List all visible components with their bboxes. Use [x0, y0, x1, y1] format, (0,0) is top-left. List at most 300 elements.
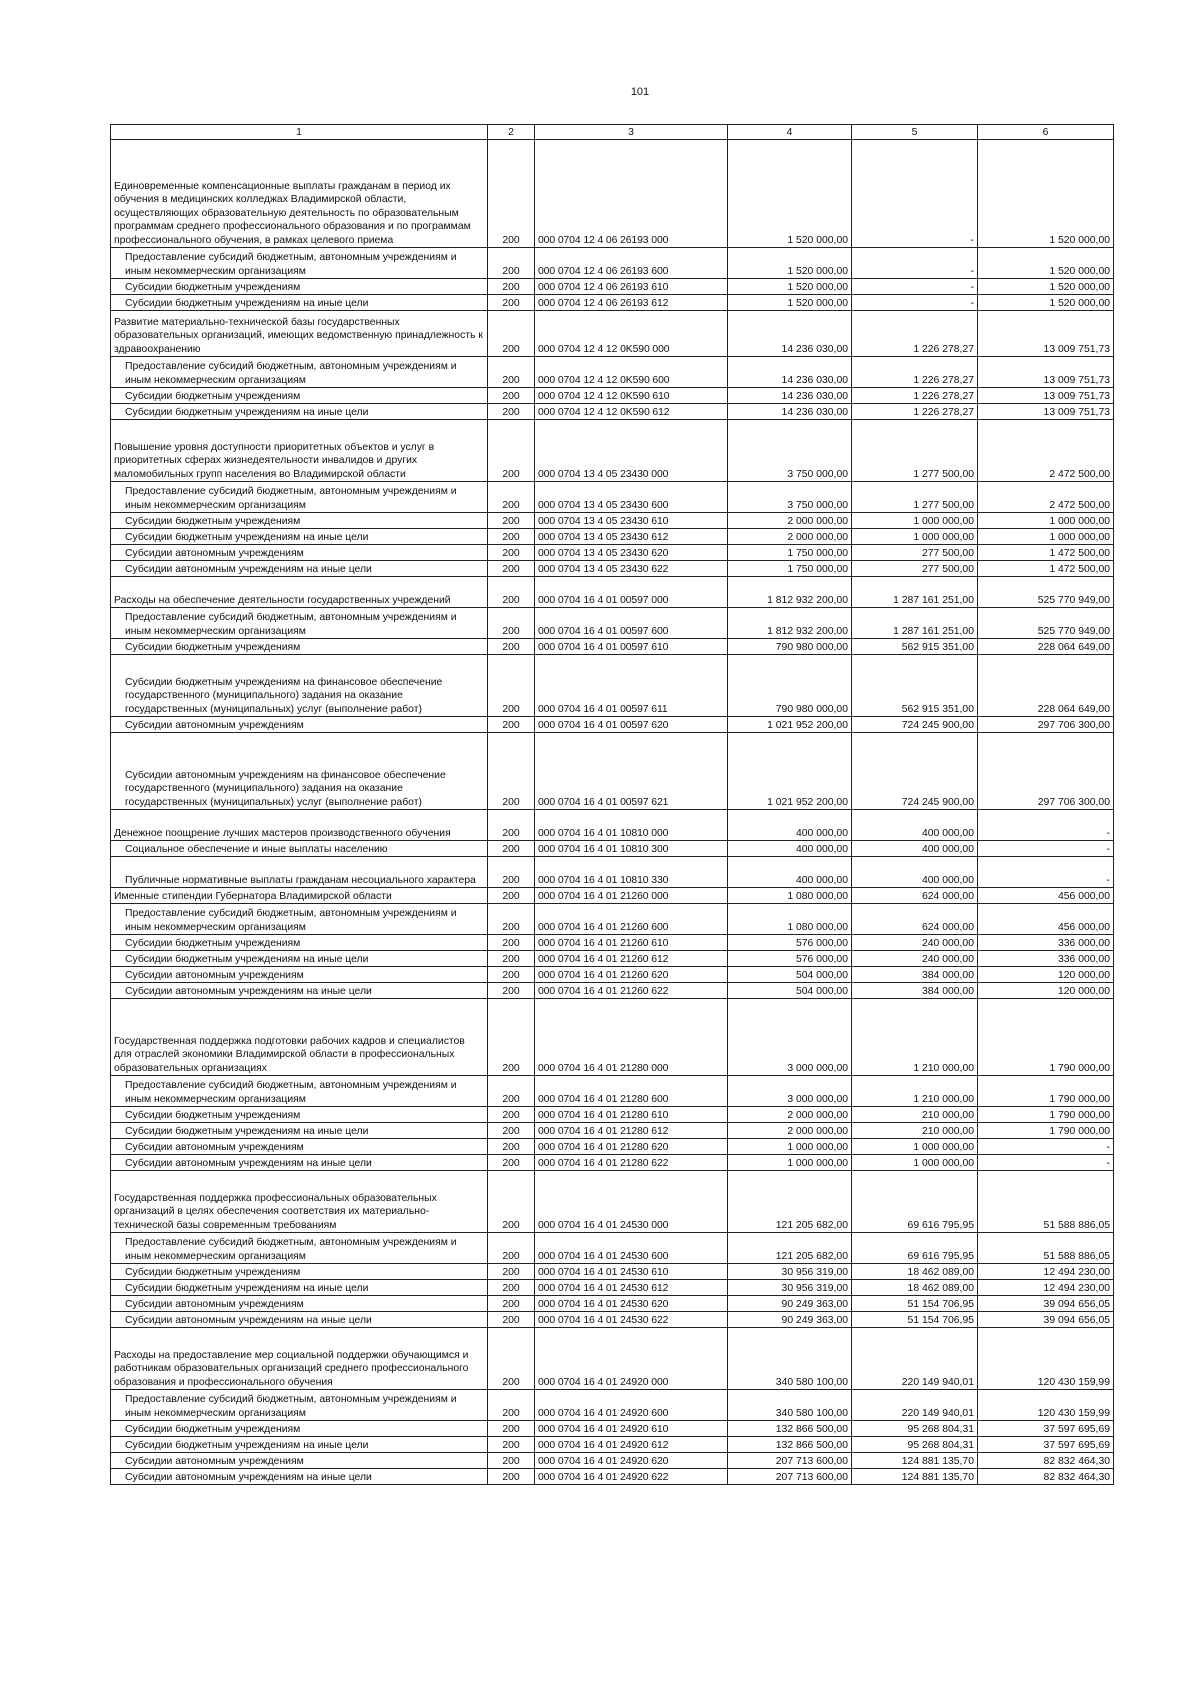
cell-name: Предоставление субсидий бюджетным, автономным учреждениям и иным некоммерческим организациям: [111, 1076, 488, 1107]
cell-kbk: 000 0704 16 4 01 24920 622: [535, 1469, 728, 1485]
cell-code: 200: [488, 545, 535, 561]
cell-name: Субсидии автономным учреждениям на финансовое обеспечение государственного (муниципального) задания на оказание государственных (муниципальных) услуг (выполнение работ): [111, 733, 488, 810]
cell-kbk: 000 0704 13 4 05 23430 622: [535, 561, 728, 577]
cell-name: Субсидии автономным учреждениям на иные цели: [111, 1469, 488, 1485]
table-row: [111, 420, 1114, 482]
cell-value-6: 37 597 695,69: [978, 1421, 1114, 1437]
cell-kbk: 000 0704 12 4 12 0K590 612: [535, 404, 728, 420]
table-row: [111, 857, 1114, 888]
cell-value-4: 2 000 000,00: [728, 513, 852, 529]
cell-value-4: 90 249 363,00: [728, 1312, 852, 1328]
cell-name: Расходы на обеспечение деятельности государственных учреждений: [111, 577, 488, 608]
cell-name: Субсидии бюджетным учреждениям: [111, 388, 488, 404]
cell-code: 200: [488, 935, 535, 951]
cell-kbk: 000 0704 13 4 05 23430 612: [535, 529, 728, 545]
cell-value-4: 1 812 932 200,00: [728, 577, 852, 608]
cell-value-6: 1 790 000,00: [978, 999, 1114, 1076]
cell-value-5: 210 000,00: [852, 1123, 978, 1139]
cell-code: 200: [488, 140, 535, 248]
cell-value-4: 1 021 952 200,00: [728, 733, 852, 810]
cell-value-6: -: [978, 810, 1114, 841]
cell-kbk: 000 0704 16 4 01 21260 600: [535, 904, 728, 935]
cell-name: Предоставление субсидий бюджетным, автономным учреждениям и иным некоммерческим организациям: [111, 1390, 488, 1421]
cell-name: Субсидии бюджетным учреждениям на иные цели: [111, 404, 488, 420]
cell-name: Субсидии бюджетным учреждениям: [111, 1421, 488, 1437]
cell-name: Предоставление субсидий бюджетным, автономным учреждениям и иным некоммерческим организациям: [111, 482, 488, 513]
cell-kbk: 000 0704 16 4 01 00597 000: [535, 577, 728, 608]
cell-value-5: 400 000,00: [852, 810, 978, 841]
cell-value-6: -: [978, 1155, 1114, 1171]
cell-value-4: 121 205 682,00: [728, 1171, 852, 1233]
cell-value-4: 576 000,00: [728, 935, 852, 951]
cell-code: 200: [488, 1155, 535, 1171]
cell-kbk: 000 0704 16 4 01 00597 621: [535, 733, 728, 810]
table-row: [111, 999, 1114, 1076]
cell-value-4: 790 980 000,00: [728, 639, 852, 655]
table-row: [111, 513, 1114, 529]
cell-code: 200: [488, 1312, 535, 1328]
cell-value-4: 1 750 000,00: [728, 561, 852, 577]
cell-name: Именные стипендии Губернатора Владимирской области: [111, 888, 488, 904]
column-header: 3: [535, 125, 728, 140]
cell-code: 200: [488, 608, 535, 639]
cell-value-4: 1 080 000,00: [728, 904, 852, 935]
cell-name: Повышение уровня доступности приоритетных объектов и услуг в приоритетных сферах жизнедеятельности инвалидов и других маломобильных групп населения во Владимирской области: [111, 420, 488, 482]
cell-value-4: 400 000,00: [728, 810, 852, 841]
table-row: [111, 140, 1114, 248]
table-row: [111, 904, 1114, 935]
table-row: [111, 1312, 1114, 1328]
cell-value-4: 207 713 600,00: [728, 1453, 852, 1469]
cell-value-5: 210 000,00: [852, 1107, 978, 1123]
cell-code: 200: [488, 1171, 535, 1233]
cell-value-5: 1 287 161 251,00: [852, 577, 978, 608]
cell-name: Субсидии автономным учреждениям: [111, 1296, 488, 1312]
cell-value-6: 37 597 695,69: [978, 1437, 1114, 1453]
cell-value-6: 336 000,00: [978, 951, 1114, 967]
cell-value-4: 1 520 000,00: [728, 248, 852, 279]
cell-value-6: -: [978, 1139, 1114, 1155]
cell-value-6: 120 430 159,99: [978, 1390, 1114, 1421]
cell-value-6: 297 706 300,00: [978, 717, 1114, 733]
table-row: [111, 311, 1114, 357]
cell-value-4: 3 000 000,00: [728, 999, 852, 1076]
cell-value-6: 12 494 230,00: [978, 1264, 1114, 1280]
cell-value-6: 1 790 000,00: [978, 1076, 1114, 1107]
cell-code: 200: [488, 1453, 535, 1469]
cell-value-4: 2 000 000,00: [728, 1107, 852, 1123]
column-header: 4: [728, 125, 852, 140]
cell-name: Субсидии бюджетным учреждениям на финансовое обеспечение государственного (муниципального) задания на оказание государственных (муниципальных) услуг (выполнение работ): [111, 655, 488, 717]
cell-name: Развитие материально-технической базы государственных образовательных организаций, имеющих ведомственную принадлежность к здравоохранению: [111, 311, 488, 357]
cell-value-6: 336 000,00: [978, 935, 1114, 951]
table-row: [111, 577, 1114, 608]
cell-name: Единовременные компенсационные выплаты гражданам в период их обучения в медицинских колледжах Владимирской области, осуществляющих образовательную деятельность по образовательным программам среднего профессионального образования и по программам профессионального обучения, в рамках целевого приема: [111, 140, 488, 248]
cell-name: Субсидии бюджетным учреждениям на иные цели: [111, 951, 488, 967]
table-row: [111, 1421, 1114, 1437]
table-row: [111, 561, 1114, 577]
cell-code: 200: [488, 388, 535, 404]
table-row: [111, 608, 1114, 639]
table-row: [111, 733, 1114, 810]
cell-value-5: 562 915 351,00: [852, 639, 978, 655]
cell-code: 200: [488, 311, 535, 357]
table-row: [111, 1139, 1114, 1155]
cell-value-4: 121 205 682,00: [728, 1233, 852, 1264]
cell-value-5: 1 277 500,00: [852, 420, 978, 482]
table-row: [111, 1171, 1114, 1233]
cell-kbk: 000 0704 12 4 12 0K590 610: [535, 388, 728, 404]
cell-name: Субсидии автономным учреждениям: [111, 1139, 488, 1155]
budget-table: [110, 124, 1114, 1485]
cell-name: Субсидии бюджетным учреждениям: [111, 639, 488, 655]
cell-name: Публичные нормативные выплаты гражданам несоциального характера: [111, 857, 488, 888]
cell-value-6: 1 520 000,00: [978, 279, 1114, 295]
table-row: [111, 1437, 1114, 1453]
cell-name: Субсидии автономным учреждениям: [111, 967, 488, 983]
cell-value-5: 724 245 900,00: [852, 733, 978, 810]
cell-value-4: 3 750 000,00: [728, 482, 852, 513]
cell-value-4: 14 236 030,00: [728, 404, 852, 420]
cell-value-5: -: [852, 279, 978, 295]
cell-code: 200: [488, 1328, 535, 1390]
cell-code: 200: [488, 904, 535, 935]
table-row: [111, 810, 1114, 841]
cell-value-6: 51 588 886,05: [978, 1171, 1114, 1233]
cell-value-4: 504 000,00: [728, 967, 852, 983]
cell-kbk: 000 0704 16 4 01 24530 620: [535, 1296, 728, 1312]
cell-value-6: 120 000,00: [978, 983, 1114, 999]
cell-name: Предоставление субсидий бюджетным, автономным учреждениям и иным некоммерческим организациям: [111, 248, 488, 279]
cell-value-4: 1 750 000,00: [728, 545, 852, 561]
cell-kbk: 000 0704 16 4 01 24530 610: [535, 1264, 728, 1280]
cell-value-5: 18 462 089,00: [852, 1280, 978, 1296]
cell-value-4: 1 520 000,00: [728, 295, 852, 311]
cell-kbk: 000 0704 16 4 01 21260 622: [535, 983, 728, 999]
table-row: [111, 404, 1114, 420]
cell-code: 200: [488, 1264, 535, 1280]
cell-value-5: 124 881 135,70: [852, 1469, 978, 1485]
cell-code: 200: [488, 513, 535, 529]
cell-kbk: 000 0704 16 4 01 24920 612: [535, 1437, 728, 1453]
table-row: [111, 935, 1114, 951]
cell-value-5: -: [852, 248, 978, 279]
cell-code: 200: [488, 420, 535, 482]
cell-code: 200: [488, 983, 535, 999]
cell-value-4: 1 812 932 200,00: [728, 608, 852, 639]
cell-value-6: 1 520 000,00: [978, 248, 1114, 279]
cell-value-6: 82 832 464,30: [978, 1469, 1114, 1485]
cell-value-4: 3 750 000,00: [728, 420, 852, 482]
cell-value-5: 69 616 795,95: [852, 1233, 978, 1264]
cell-name: Субсидии автономным учреждениям на иные цели: [111, 983, 488, 999]
cell-kbk: 000 0704 16 4 01 24530 612: [535, 1280, 728, 1296]
table-row: [111, 1453, 1114, 1469]
cell-value-4: 504 000,00: [728, 983, 852, 999]
cell-value-5: 1 287 161 251,00: [852, 608, 978, 639]
cell-value-4: 576 000,00: [728, 951, 852, 967]
cell-value-6: 82 832 464,30: [978, 1453, 1114, 1469]
cell-value-4: 30 956 319,00: [728, 1280, 852, 1296]
cell-code: 200: [488, 1296, 535, 1312]
cell-value-5: 624 000,00: [852, 888, 978, 904]
cell-name: Субсидии автономным учреждениям: [111, 717, 488, 733]
cell-value-6: 13 009 751,73: [978, 404, 1114, 420]
cell-code: 200: [488, 888, 535, 904]
table-row: [111, 388, 1114, 404]
cell-value-5: 1 000 000,00: [852, 529, 978, 545]
cell-name: Субсидии бюджетным учреждениям: [111, 935, 488, 951]
table-row: [111, 357, 1114, 388]
cell-kbk: 000 0704 16 4 01 10810 300: [535, 841, 728, 857]
cell-name: Субсидии бюджетным учреждениям на иные цели: [111, 295, 488, 311]
cell-code: 200: [488, 1469, 535, 1485]
cell-value-5: 220 149 940,01: [852, 1390, 978, 1421]
cell-kbk: 000 0704 16 4 01 21280 610: [535, 1107, 728, 1123]
cell-kbk: 000 0704 16 4 01 21280 620: [535, 1139, 728, 1155]
cell-value-4: 1 520 000,00: [728, 140, 852, 248]
cell-value-4: 1 080 000,00: [728, 888, 852, 904]
cell-name: Субсидии автономным учреждениям: [111, 1453, 488, 1469]
cell-name: Субсидии автономным учреждениям: [111, 545, 488, 561]
cell-kbk: 000 0704 16 4 01 10810 000: [535, 810, 728, 841]
cell-value-5: -: [852, 140, 978, 248]
cell-kbk: 000 0704 12 4 06 26193 600: [535, 248, 728, 279]
cell-value-5: 240 000,00: [852, 951, 978, 967]
cell-code: 200: [488, 482, 535, 513]
cell-value-4: 14 236 030,00: [728, 357, 852, 388]
cell-value-4: 1 000 000,00: [728, 1139, 852, 1155]
cell-value-5: 51 154 706,95: [852, 1312, 978, 1328]
cell-kbk: 000 0704 13 4 05 23430 620: [535, 545, 728, 561]
cell-kbk: 000 0704 16 4 01 00597 610: [535, 639, 728, 655]
cell-value-6: 1 472 500,00: [978, 545, 1114, 561]
cell-value-6: 39 094 656,05: [978, 1296, 1114, 1312]
cell-value-6: 297 706 300,00: [978, 733, 1114, 810]
cell-code: 200: [488, 279, 535, 295]
cell-value-6: 228 064 649,00: [978, 655, 1114, 717]
cell-value-4: 90 249 363,00: [728, 1296, 852, 1312]
cell-kbk: 000 0704 16 4 01 24530 000: [535, 1171, 728, 1233]
cell-value-5: 1 210 000,00: [852, 999, 978, 1076]
cell-code: 200: [488, 1123, 535, 1139]
cell-value-6: 12 494 230,00: [978, 1280, 1114, 1296]
cell-value-6: 456 000,00: [978, 904, 1114, 935]
cell-kbk: 000 0704 12 4 06 26193 000: [535, 140, 728, 248]
cell-name: Предоставление субсидий бюджетным, автономным учреждениям и иным некоммерческим организациям: [111, 608, 488, 639]
cell-code: 200: [488, 733, 535, 810]
cell-kbk: 000 0704 12 4 06 26193 610: [535, 279, 728, 295]
cell-kbk: 000 0704 16 4 01 00597 611: [535, 655, 728, 717]
cell-code: 200: [488, 951, 535, 967]
cell-kbk: 000 0704 16 4 01 00597 600: [535, 608, 728, 639]
cell-value-5: 124 881 135,70: [852, 1453, 978, 1469]
cell-name: Субсидии бюджетным учреждениям на иные цели: [111, 1280, 488, 1296]
table-row: [111, 279, 1114, 295]
table-row: [111, 1076, 1114, 1107]
cell-name: Предоставление субсидий бюджетным, автономным учреждениям и иным некоммерческим организациям: [111, 1233, 488, 1264]
cell-name: Денежное поощрение лучших мастеров производственного обучения: [111, 810, 488, 841]
cell-value-5: 1 226 278,27: [852, 388, 978, 404]
column-header: 2: [488, 125, 535, 140]
cell-value-5: 400 000,00: [852, 857, 978, 888]
cell-name: Субсидии автономным учреждениям на иные цели: [111, 561, 488, 577]
cell-value-6: 456 000,00: [978, 888, 1114, 904]
cell-value-4: 2 000 000,00: [728, 1123, 852, 1139]
table-row: [111, 841, 1114, 857]
cell-kbk: 000 0704 16 4 01 21280 600: [535, 1076, 728, 1107]
cell-kbk: 000 0704 13 4 05 23430 600: [535, 482, 728, 513]
cell-name: Субсидии бюджетным учреждениям: [111, 513, 488, 529]
cell-value-6: 13 009 751,73: [978, 388, 1114, 404]
cell-code: 200: [488, 529, 535, 545]
cell-name: Государственная поддержка подготовки рабочих кадров и специалистов для отраслей экономики Владимирской области в профессиональных образовательных организациях: [111, 999, 488, 1076]
cell-value-5: 1 226 278,27: [852, 357, 978, 388]
cell-value-4: 1 000 000,00: [728, 1155, 852, 1171]
table-row: [111, 248, 1114, 279]
cell-value-5: 562 915 351,00: [852, 655, 978, 717]
cell-name: Субсидии бюджетным учреждениям на иные цели: [111, 1123, 488, 1139]
cell-value-6: 1 000 000,00: [978, 529, 1114, 545]
cell-value-6: 51 588 886,05: [978, 1233, 1114, 1264]
cell-code: 200: [488, 1076, 535, 1107]
cell-value-5: 624 000,00: [852, 904, 978, 935]
cell-value-4: 2 000 000,00: [728, 529, 852, 545]
column-header: 1: [111, 125, 488, 140]
table-row: [111, 717, 1114, 733]
cell-name: Предоставление субсидий бюджетным, автономным учреждениям и иным некоммерческим организациям: [111, 357, 488, 388]
cell-value-4: 132 866 500,00: [728, 1437, 852, 1453]
cell-name: Субсидии автономным учреждениям на иные цели: [111, 1312, 488, 1328]
cell-code: 200: [488, 1233, 535, 1264]
cell-value-6: 13 009 751,73: [978, 311, 1114, 357]
cell-kbk: 000 0704 16 4 01 24530 600: [535, 1233, 728, 1264]
cell-code: 200: [488, 561, 535, 577]
table-row: [111, 1107, 1114, 1123]
cell-value-5: 95 268 804,31: [852, 1437, 978, 1453]
table-row: [111, 967, 1114, 983]
cell-value-4: 14 236 030,00: [728, 311, 852, 357]
cell-value-5: 1 226 278,27: [852, 311, 978, 357]
cell-value-6: 525 770 949,00: [978, 577, 1114, 608]
cell-kbk: 000 0704 13 4 05 23430 610: [535, 513, 728, 529]
cell-value-5: 18 462 089,00: [852, 1264, 978, 1280]
table-row: [111, 1155, 1114, 1171]
cell-code: 200: [488, 857, 535, 888]
cell-value-5: 1 277 500,00: [852, 482, 978, 513]
cell-code: 200: [488, 841, 535, 857]
cell-value-6: 13 009 751,73: [978, 357, 1114, 388]
cell-value-5: 95 268 804,31: [852, 1421, 978, 1437]
cell-value-5: 1 210 000,00: [852, 1076, 978, 1107]
cell-value-6: 1 472 500,00: [978, 561, 1114, 577]
cell-value-6: 525 770 949,00: [978, 608, 1114, 639]
cell-value-5: 724 245 900,00: [852, 717, 978, 733]
cell-kbk: 000 0704 16 4 01 24920 000: [535, 1328, 728, 1390]
table-row: [111, 1233, 1114, 1264]
table-row: [111, 1280, 1114, 1296]
cell-value-4: 790 980 000,00: [728, 655, 852, 717]
table-header-row: [111, 125, 1114, 140]
cell-code: 200: [488, 1280, 535, 1296]
column-header: 6: [978, 125, 1114, 140]
cell-value-5: 277 500,00: [852, 545, 978, 561]
cell-kbk: 000 0704 16 4 01 24920 620: [535, 1453, 728, 1469]
cell-code: 200: [488, 404, 535, 420]
cell-kbk: 000 0704 16 4 01 21260 610: [535, 935, 728, 951]
cell-name: Предоставление субсидий бюджетным, автономным учреждениям и иным некоммерческим организациям: [111, 904, 488, 935]
cell-name: Субсидии автономным учреждениям на иные цели: [111, 1155, 488, 1171]
cell-name: Субсидии бюджетным учреждениям на иные цели: [111, 1437, 488, 1453]
cell-value-5: 384 000,00: [852, 983, 978, 999]
cell-value-6: 1 000 000,00: [978, 513, 1114, 529]
cell-code: 200: [488, 967, 535, 983]
cell-kbk: 000 0704 16 4 01 21260 620: [535, 967, 728, 983]
cell-name: Социальное обеспечение и иные выплаты населению: [111, 841, 488, 857]
cell-code: 200: [488, 577, 535, 608]
cell-kbk: 000 0704 13 4 05 23430 000: [535, 420, 728, 482]
cell-code: 200: [488, 1437, 535, 1453]
cell-name: Субсидии бюджетным учреждениям: [111, 279, 488, 295]
cell-value-6: 39 094 656,05: [978, 1312, 1114, 1328]
cell-kbk: 000 0704 16 4 01 24530 622: [535, 1312, 728, 1328]
cell-value-5: -: [852, 295, 978, 311]
cell-value-4: 1 021 952 200,00: [728, 717, 852, 733]
cell-name: Субсидии бюджетным учреждениям: [111, 1107, 488, 1123]
cell-value-5: 1 226 278,27: [852, 404, 978, 420]
cell-kbk: 000 0704 16 4 01 21260 000: [535, 888, 728, 904]
cell-kbk: 000 0704 16 4 01 21280 000: [535, 999, 728, 1076]
table-row: [111, 545, 1114, 561]
cell-value-6: 120 430 159,99: [978, 1328, 1114, 1390]
cell-value-4: 14 236 030,00: [728, 388, 852, 404]
cell-code: 200: [488, 357, 535, 388]
cell-kbk: 000 0704 16 4 01 21260 612: [535, 951, 728, 967]
table-row: [111, 529, 1114, 545]
cell-kbk: 000 0704 16 4 01 21280 622: [535, 1155, 728, 1171]
cell-code: 200: [488, 1107, 535, 1123]
table-row: [111, 888, 1114, 904]
cell-name: Субсидии бюджетным учреждениям: [111, 1264, 488, 1280]
cell-value-6: 1 520 000,00: [978, 295, 1114, 311]
table-row: [111, 482, 1114, 513]
cell-code: 200: [488, 1390, 535, 1421]
cell-value-6: -: [978, 841, 1114, 857]
cell-value-5: 277 500,00: [852, 561, 978, 577]
cell-value-4: 132 866 500,00: [728, 1421, 852, 1437]
cell-kbk: 000 0704 12 4 06 26193 612: [535, 295, 728, 311]
cell-value-5: 384 000,00: [852, 967, 978, 983]
cell-kbk: 000 0704 16 4 01 00597 620: [535, 717, 728, 733]
cell-kbk: 000 0704 16 4 01 10810 330: [535, 857, 728, 888]
cell-value-5: 220 149 940,01: [852, 1328, 978, 1390]
cell-value-5: 1 000 000,00: [852, 1139, 978, 1155]
cell-kbk: 000 0704 16 4 01 24920 600: [535, 1390, 728, 1421]
cell-value-6: 1 790 000,00: [978, 1123, 1114, 1139]
cell-kbk: 000 0704 16 4 01 24920 610: [535, 1421, 728, 1437]
cell-code: 200: [488, 655, 535, 717]
cell-kbk: 000 0704 16 4 01 21280 612: [535, 1123, 728, 1139]
cell-value-6: 1 790 000,00: [978, 1107, 1114, 1123]
cell-value-4: 340 580 100,00: [728, 1328, 852, 1390]
cell-code: 200: [488, 248, 535, 279]
page-number: 101: [630, 86, 650, 98]
cell-value-5: 51 154 706,95: [852, 1296, 978, 1312]
cell-name: Расходы на предоставление мер социальной поддержки обучающимся и работникам образовательных организаций среднего профессионального образования и профессионального обучения: [111, 1328, 488, 1390]
column-header: 5: [852, 125, 978, 140]
table-row: [111, 951, 1114, 967]
cell-value-5: 1 000 000,00: [852, 513, 978, 529]
